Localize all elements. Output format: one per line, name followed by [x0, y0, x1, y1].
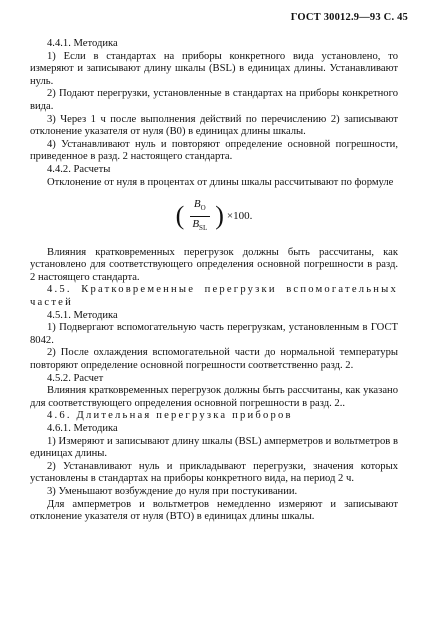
fraction-denominator: $B_{SL}$ [192, 217, 208, 233]
paragraph: 2) Подают перегрузки, установленные в стандартах на приборы конкретного вида. [30, 88, 398, 112]
paragraph: 4) Устанавливают нуль и повторяют определение основной погрешности, приведенное в разд. 2 настоящего стандарта. [30, 138, 398, 163]
paragraph: 1) Подвергают вспомогательную часть перегрузкам, установленным в ГОСТ 8042. [30, 322, 398, 346]
section-heading: 4.4.1. Методика [47, 38, 118, 49]
page-header: ГОСТ 30012.9—93 С. 45 [290, 12, 408, 23]
paragraph: Влияния кратковременных перегрузок должны быть рассчитаны, как установлено для соответствующего определения основной погрешности в разд. 2 настоящего стандарта. [30, 246, 398, 283]
paragraph: Для амперметров и вольтметров немедленно измеряют и записывают отклонение указателя от нуля (BTO) в единицах длины шкалы. [30, 498, 398, 523]
fraction-numerator: $B_O$ [190, 198, 210, 217]
section-4-4 [30, 38, 398, 189]
paragraph: 2) После охлаждения вспомогательной части до нормальной температуры повторяют определение основной погрешности соответственно разд. 2. [30, 347, 398, 372]
paragraph: 2) Устанавливают нуль и прикладывают перегрузки, значения которых установлены в стандартах на приборы конкретного вида, на период 2 ч. [30, 460, 398, 485]
formula [30, 198, 398, 235]
paragraph: 3) Через 1 ч после выполнения действий по перечислению 2) записывают отклонение указателя от нуля (B0) в единицах длины шкалы. [30, 113, 398, 138]
paragraph: 1) Измеряют и записывают длину шкалы (BSL) амперметров и вольтметров в единицах длины. [30, 435, 398, 460]
paragraph: Влияния кратковременных перегрузок должны быть рассчитаны, как указано для соответствующего определения основной погрешности в разд. 2.. [30, 385, 398, 409]
section-heading: 4.6.1. Методика [47, 423, 118, 434]
section-heading: 4.5. Кратковременные перегрузки вспомогательных частей [30, 284, 398, 309]
section-heading: 4.5.1. Методика [47, 309, 118, 321]
paragraph: 3) Уменьшают возбуждение до нуля при постукивании. [47, 485, 298, 497]
document-body [30, 38, 398, 524]
sections-4-5-4-6 [30, 247, 398, 524]
left-paren: ( [175, 201, 185, 231]
paragraph: 1) Если в стандартах на приборы конкретного вида установлено, то измеряют и записывают длину шкалы (BSL) в единицах длины. Устанавливают нуль. [30, 50, 398, 87]
section-heading: 4.4.2. Расчеты [47, 163, 111, 175]
fraction [188, 198, 211, 235]
section-heading: 4.5.2. Расчет [47, 372, 104, 384]
formula-multiplier: ×100. [226, 210, 253, 223]
right-paren: ) [215, 201, 224, 231]
section-heading: 4.6. Длительная перегрузка приборов [47, 410, 293, 422]
paragraph: Отклонение от нуля в процентах от длины шкалы рассчитывают по формуле [47, 176, 394, 188]
